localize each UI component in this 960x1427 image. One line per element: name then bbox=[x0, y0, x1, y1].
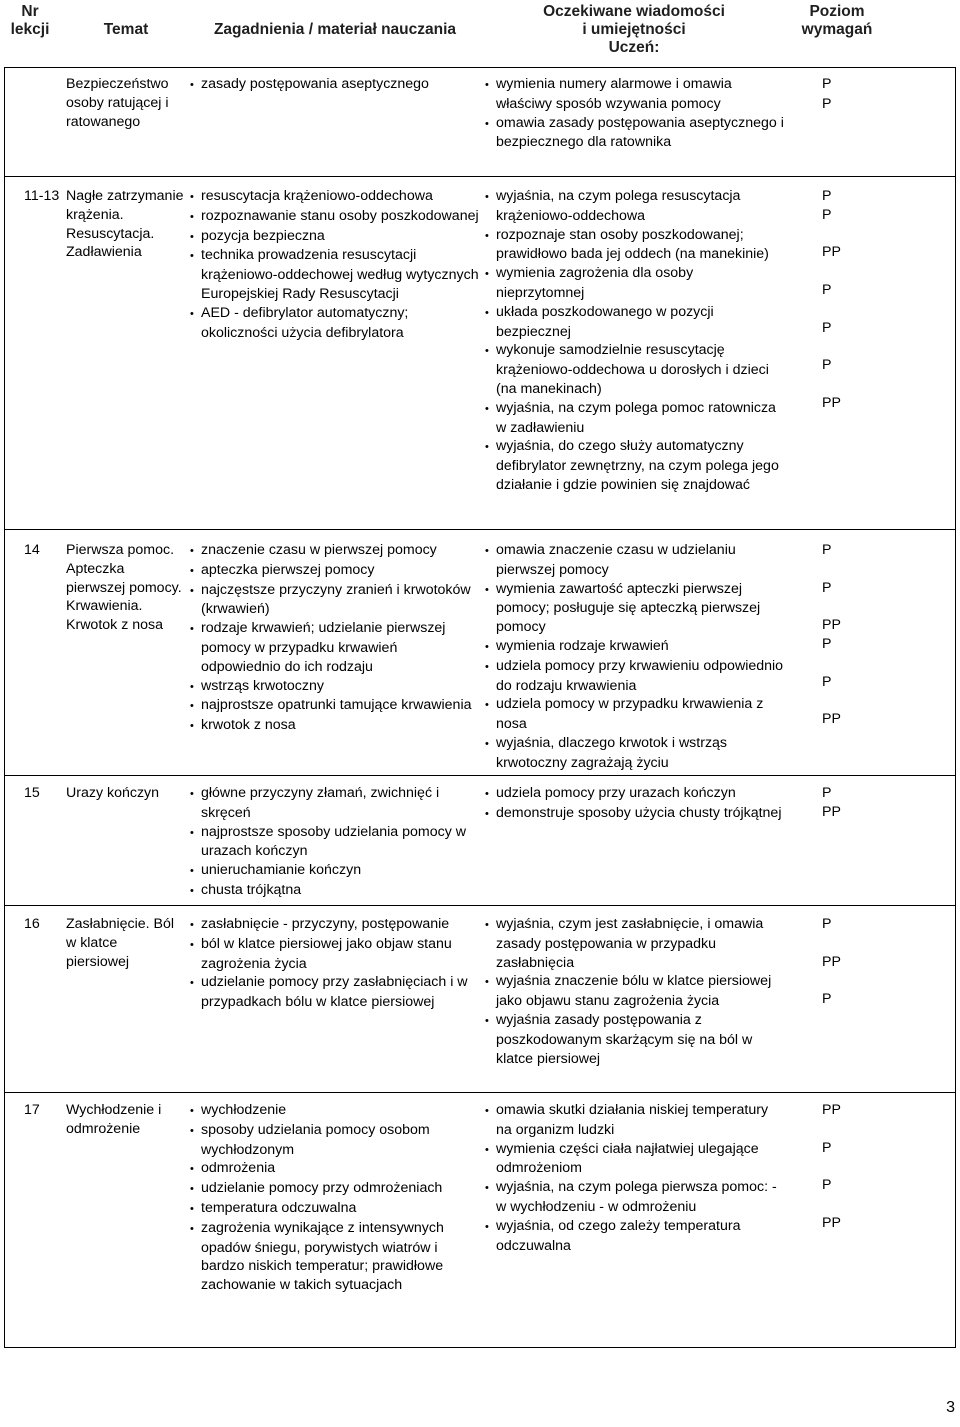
row-poziom: P P bbox=[822, 76, 832, 112]
list-item: • wykonuje samodzielnie resuscytację krążeniowo-oddechowa u dorosłych i dzieci (na manekinach) bbox=[485, 341, 785, 398]
list-item: • zagrożenia wynikające z intensywnych opadów śniegu, porywistych wiatrów i bardzo niskich temperatur; prawidłowe zachowanie w takich sytuacjach bbox=[190, 1219, 480, 1295]
row-nr: 15 bbox=[24, 785, 40, 801]
row-zagadnienia bbox=[190, 915, 480, 1012]
row-oczekiwane bbox=[485, 784, 785, 824]
list-item: • chusta trójkątna bbox=[190, 881, 480, 901]
header-nr: Nr lekcji bbox=[10, 3, 50, 38]
row-zagadnienia bbox=[190, 75, 480, 95]
row-zagadnienia bbox=[190, 187, 480, 342]
list-item: • rozpoznawanie stanu osoby poszkodowanej bbox=[190, 207, 480, 227]
list-item: • temperatura odczuwalna bbox=[190, 1199, 480, 1219]
list-item: • wyjaśnia, na czym polega pomoc ratownicza w zadławieniu bbox=[485, 399, 785, 438]
row-zagadnienia bbox=[190, 784, 480, 901]
list-item: • wyjaśnia zasady postępowania z poszkodowanym skarżącym się na ból w klatce piersiowej bbox=[485, 1011, 785, 1068]
list-item: • wymienia numery alarmowe i omawia właściwy sposób wzywania pomocy bbox=[485, 75, 785, 114]
row-temat: Bezpieczeństwo osoby ratującej i ratowanego bbox=[66, 76, 169, 130]
list-item: • udzielanie pomocy przy zasłabnięciach i w przypadkach bólu w klatce piersiowej bbox=[190, 973, 480, 1012]
list-item: • wyjaśnia znaczenie bólu w klatce piersiowej jako objawu stanu zagrożenia życia bbox=[485, 972, 785, 1011]
list-item: • sposoby udzielania pomocy osobom wychłodzonym bbox=[190, 1121, 480, 1160]
list-item: • AED - defibrylator automatyczny; okoliczności użycia defibrylatora bbox=[190, 304, 480, 343]
page-number: 3 bbox=[946, 1399, 955, 1416]
list-item: • zasady postępowania aseptycznego bbox=[190, 75, 480, 95]
header-temat: Temat bbox=[103, 21, 149, 38]
header-poziom: Poziom wymagań bbox=[801, 3, 873, 38]
row-temat: Wychłodzenie i odmrożenie bbox=[66, 1102, 162, 1137]
row-oczekiwane bbox=[485, 915, 785, 1068]
row-nr: 16 bbox=[24, 916, 40, 932]
list-item: • wymienia rodzaje krwawień bbox=[485, 637, 785, 657]
list-item: • technika prowadzenia resuscytacji krążeniowo-oddechowej według wytycznych Europejskiej Rady Resuscytacji bbox=[190, 246, 480, 303]
list-item: • odmrożenia bbox=[190, 1159, 480, 1179]
list-item: • główne przyczyny złamań, zwichnięć i skręceń bbox=[190, 784, 480, 823]
list-item: • unieruchamianie kończyn bbox=[190, 861, 480, 881]
list-item: • wymienia zagrożenia dla osoby nieprzytomnej bbox=[485, 264, 785, 303]
list-item: • znaczenie czasu w pierwszej pomocy bbox=[190, 541, 480, 561]
row-poziom: P PP P bbox=[822, 916, 841, 1008]
list-item: • wyjaśnia, do czego służy automatyczny defibrylator zewnętrzny, na czym polega jego działanie i gdzie powinien się znajdować bbox=[485, 437, 785, 494]
row-poziom: P PP bbox=[822, 785, 841, 820]
row-temat: Nagłe zatrzymanie krążenia. Resuscytacja. Zadławienia bbox=[66, 188, 184, 261]
row-oczekiwane bbox=[485, 75, 785, 152]
list-item: • rozpoznaje stan osoby poszkodowanej; prawidłowo bada jej oddech (na manekinie) bbox=[485, 226, 785, 265]
list-item: • wyjaśnia, na czym polega resuscytacja krążeniowo-oddechowa bbox=[485, 187, 785, 226]
list-item: • wstrząs krwotoczny bbox=[190, 677, 480, 697]
row-nr: 17 bbox=[24, 1102, 40, 1118]
list-item: • udziela pomocy przy urazach kończyn bbox=[485, 784, 785, 804]
list-item: • resuscytacja krążeniowo-oddechowa bbox=[190, 187, 480, 207]
list-item: • apteczka pierwszej pomocy bbox=[190, 561, 480, 581]
list-item: • demonstruje sposoby użycia chusty trójkątnej bbox=[485, 804, 785, 824]
list-item: • ból w klatce piersiowej jako objaw stanu zagrożenia życia bbox=[190, 935, 480, 974]
row-nr: 14 bbox=[24, 542, 40, 558]
list-item: • najczęstsze przyczyny zranień i krwotoków (krwawień) bbox=[190, 581, 480, 620]
table-header bbox=[0, 0, 960, 67]
row-poziom: P P PP P P P PP bbox=[822, 188, 841, 411]
list-item: • udzielanie pomocy przy odmrożeniach bbox=[190, 1179, 480, 1199]
list-item: • krwotok z nosa bbox=[190, 716, 480, 736]
header-oczekiwane: Oczekiwane wiadomości i umiejętności Uczeń: bbox=[543, 3, 725, 56]
header-zagadnienia: Zagadnienia / materiał nauczania bbox=[213, 21, 457, 38]
list-item: • układa poszkodowanego w pozycji bezpiecznej bbox=[485, 303, 785, 342]
list-item: • omawia zasady postępowania aseptycznego i bezpiecznego dla ratownika bbox=[485, 114, 785, 153]
list-item: • wyjaśnia, czym jest zasłabnięcie, i omawia zasady postępowania w przypadku zasłabnięcia bbox=[485, 915, 785, 972]
row-oczekiwane bbox=[485, 187, 785, 495]
row-divider bbox=[4, 529, 956, 530]
row-divider bbox=[4, 1092, 956, 1093]
row-zagadnienia bbox=[190, 541, 480, 736]
row-oczekiwane bbox=[485, 541, 785, 773]
list-item: • omawia znaczenie czasu w udzielaniu pierwszej pomocy bbox=[485, 541, 785, 580]
list-item: • wyjaśnia, od czego zależy temperatura odczuwalna bbox=[485, 1217, 785, 1256]
list-item: • pozycja bezpieczna bbox=[190, 227, 480, 247]
list-item: • wymienia zawartość apteczki pierwszej pomocy; posługuje się apteczką pierwszej pomocy bbox=[485, 580, 785, 637]
list-item: • wyjaśnia, dlaczego krwotok i wstrząs krwotoczny zagrażają życiu bbox=[485, 734, 785, 773]
row-temat: Zasłabnięcie. Ból w klatce piersiowej bbox=[66, 916, 175, 970]
list-item: • najprostsze opatrunki tamujące krwawienia bbox=[190, 696, 480, 716]
row-divider bbox=[4, 775, 956, 776]
row-zagadnienia bbox=[190, 1101, 480, 1295]
list-item: • wymienia części ciała najłatwiej ulegające odmrożeniom bbox=[485, 1140, 785, 1179]
row-oczekiwane bbox=[485, 1101, 785, 1255]
list-item: • udziela pomocy przy krwawieniu odpowiednio do rodzaju krwawienia bbox=[485, 657, 785, 696]
list-item: • wychłodzenie bbox=[190, 1101, 480, 1121]
row-poziom: PP P P PP bbox=[822, 1102, 841, 1231]
row-temat: Urazy kończyn bbox=[66, 785, 160, 801]
list-item: • rodzaje krwawień; udzielanie pierwszej pomocy w przypadku krwawień odpowiednio do ich rodzaju bbox=[190, 619, 480, 676]
list-item: • zasłabnięcie - przyczyny, postępowanie bbox=[190, 915, 480, 935]
list-item: • udziela pomocy w przypadku krwawienia z nosa bbox=[485, 695, 785, 734]
list-item: • omawia skutki działania niskiej temperatury na organizm ludzki bbox=[485, 1101, 785, 1140]
list-item: • najprostsze sposoby udzielania pomocy w urazach kończyn bbox=[190, 823, 480, 862]
row-divider bbox=[4, 176, 956, 177]
row-poziom: P P PP P P PP bbox=[822, 542, 841, 728]
list-item: • wyjaśnia, na czym polega pierwsza pomoc: - w wychłodzeniu - w odmrożeniu bbox=[485, 1178, 785, 1217]
row-nr: 11-13 bbox=[24, 188, 60, 204]
row-divider bbox=[4, 905, 956, 906]
row-temat: Pierwsza pomoc. Apteczka pierwszej pomocy. Krwawienia. Krwotok z nosa bbox=[66, 542, 182, 634]
